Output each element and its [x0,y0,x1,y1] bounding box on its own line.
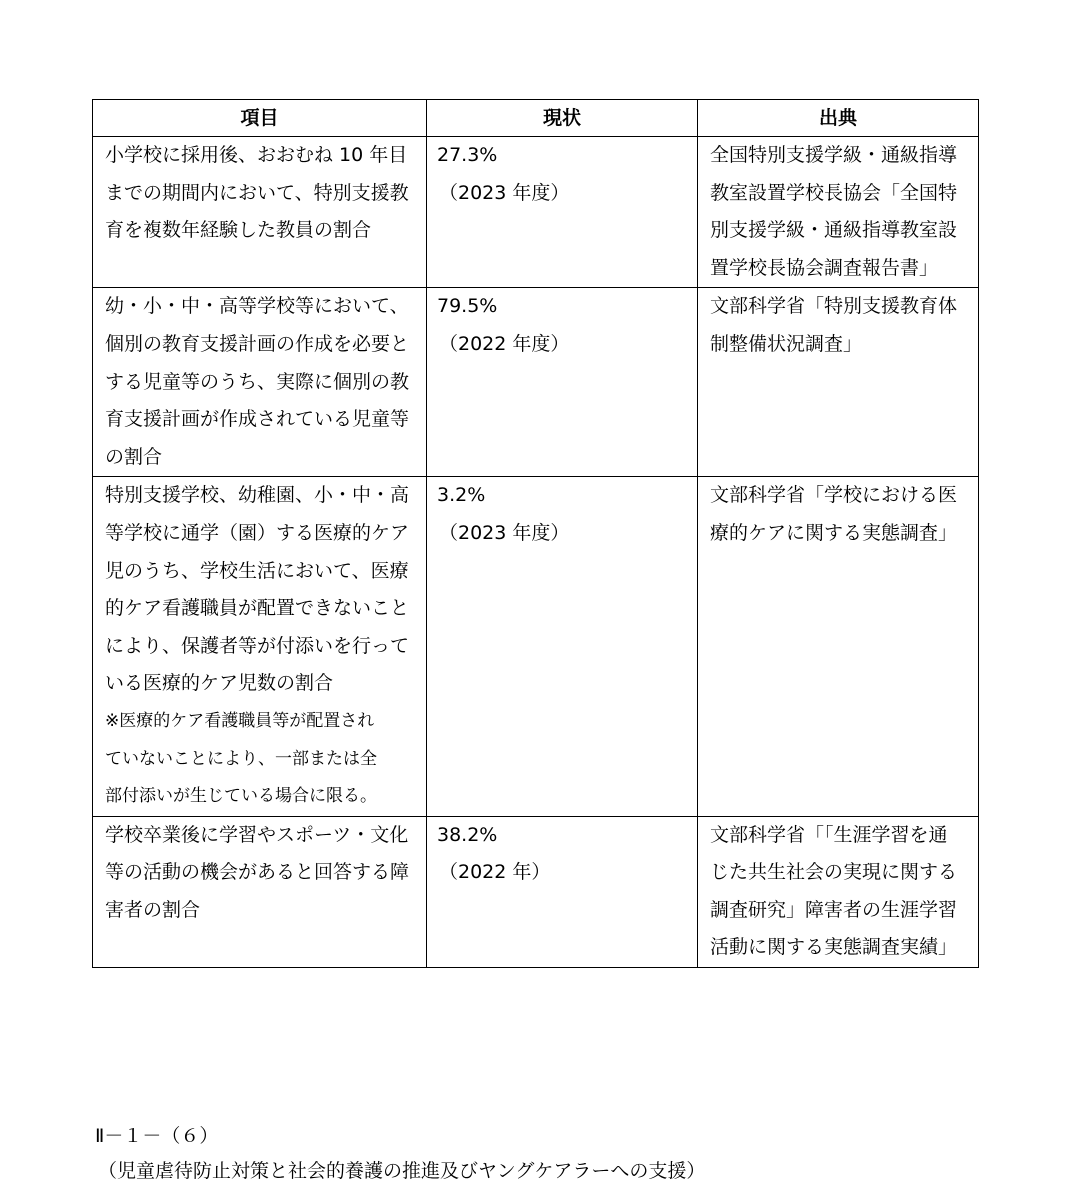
header-source: 出典 [698,100,979,137]
table-row [93,137,979,288]
item-cell [93,288,427,477]
status-value: 3.2% [437,484,486,507]
section-title: （児童虐待防止対策と社会的養護の推進及びヤングケアラーへの支援） [98,1160,706,1182]
status-value: 79.5% [437,295,498,318]
status-cell [427,477,698,816]
status-cell [427,288,698,477]
status-year: （2023 年度） [439,521,570,544]
item-text: 幼・小・中・高等学校等において、個別の教育支援計画の作成を必要とする児童等のうち、実際に個別の教育支援計画が作成されている児童等の割合 [105,295,410,468]
source-cell: 文部科学省「学校における医療的ケアに関する実態調査」 [698,477,979,816]
status-cell [427,137,698,288]
item-text: 小学校に採用後、おおむね 10 年目までの期間内において、特別支援教育を複数年経験した教員の割合 [105,144,409,242]
status-year: （2022 年度） [439,332,570,355]
header-status: 現状 [427,100,698,137]
status-value: 38.2% [437,823,498,846]
table-header-row [93,100,979,137]
table-row [93,816,979,967]
indicator-table [92,99,979,968]
source-cell: 全国特別支援学級・通級指導教室設置学校長協会「全国特別支援学級・通級指導教室設置学校長協会調査報告書」 [698,137,979,288]
header-item: 項目 [93,100,427,137]
item-cell [93,816,427,967]
item-cell [93,477,427,816]
status-value: 27.3% [437,144,498,166]
status-cell [427,816,698,967]
table-row [93,288,979,477]
source-cell: 文部科学省「「生涯学習を通じた共生社会の実現に関する調査研究」障害者の生涯学習活動に関する実態調査実績」 [698,816,979,967]
item-note: ※医療的ケア看護職員等が配置され ていないことにより、一部または全 部付添いが生じている場合に限る。 [105,710,377,807]
item-text: 特別支援学校、幼稚園、小・中・高等学校に通学（園）する医療的ケア児のうち、学校生活において、医療的ケア看護職員が配置できないことにより、保護者等が付添いを行っている医療的ケア児数の割合 [105,484,410,695]
section-number: Ⅱ－１－（６） [95,1125,219,1147]
status-year: （2023 年度） [439,181,570,204]
item-text: 学校卒業後に学習やスポーツ・文化等の活動の機会があると回答する障害者の割合 [105,823,410,921]
status-year: （2022 年） [439,861,551,884]
table-row [93,477,979,816]
source-cell: 文部科学省「特別支援教育体制整備状況調査」 [698,288,979,477]
item-cell [93,137,427,288]
